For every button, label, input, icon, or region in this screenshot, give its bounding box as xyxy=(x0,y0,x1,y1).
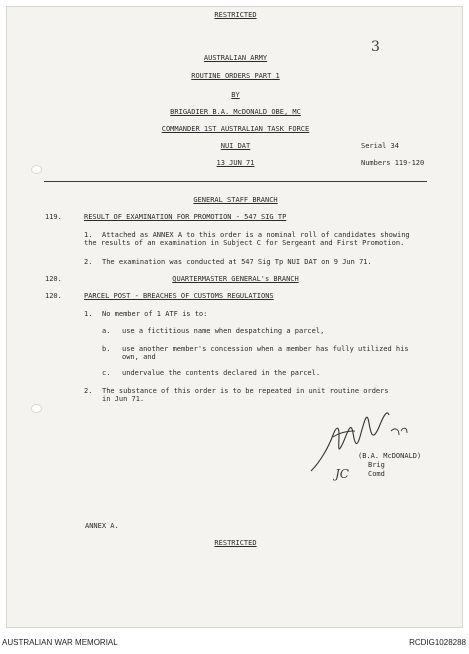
order-number-120: 120. xyxy=(45,292,62,300)
footer-source: AUSTRALIAN WAR MEMORIAL xyxy=(2,638,118,647)
signature-scrawl xyxy=(303,391,423,491)
subpara-letter: b. xyxy=(102,345,111,353)
para-number: 2. xyxy=(84,387,93,395)
serial-line: Serial 34 xyxy=(361,142,399,150)
orders-title: ROUTINE ORDERS PART 1 xyxy=(191,72,280,80)
subpara-text: undervalue the contents declared in the parcel. xyxy=(122,369,321,377)
date-line: 13 JUN 71 xyxy=(216,159,255,167)
para-text: the results of an examination in Subject C for Sergeant and First Promotion. xyxy=(84,239,405,247)
subpara-text: use another member's concession when a member has fully utilized his xyxy=(122,345,409,353)
signatory-name: (B.A. McDONALD) xyxy=(358,452,422,460)
punch-hole xyxy=(31,404,42,413)
section-heading-quartermaster: QUARTERMASTER GENERAL's BRANCH xyxy=(172,275,299,283)
para-text: No member of 1 ATF is to: xyxy=(102,310,208,318)
subpara-letter: c. xyxy=(102,369,111,377)
annex-label: ANNEX A. xyxy=(85,522,119,530)
para-text: The substance of this order is to be repeated in unit routine orders xyxy=(102,387,389,395)
order-number-119: 119. xyxy=(45,213,62,221)
para-text: Attached as ANNEX A to this order is a nominal roll of candidates showing xyxy=(102,231,410,239)
command-line: COMMANDER 1ST AUSTRALIAN TASK FORCE xyxy=(161,125,310,133)
document-page xyxy=(6,6,463,628)
by-line: BY xyxy=(231,91,240,99)
classification-top: RESTRICTED xyxy=(214,11,257,19)
header-rule xyxy=(44,181,427,182)
location-line: NUI DAT xyxy=(220,142,251,150)
section-heading-general-staff: GENERAL STAFF BRANCH xyxy=(193,196,278,204)
para-number: 1. xyxy=(84,310,93,318)
section-number-120: 120. xyxy=(45,275,62,283)
classification-bottom: RESTRICTED xyxy=(214,539,257,547)
footer-id: RCDIG1028288 xyxy=(409,638,466,647)
subpara-letter: a. xyxy=(102,327,111,335)
handwritten-page-number: 3 xyxy=(371,39,380,55)
subpara-text: own, and xyxy=(122,353,156,361)
subpara-text: use a fictitious name when despatching a parcel, xyxy=(122,327,325,335)
signatory-role: Comd xyxy=(368,470,385,478)
handwritten-initials: JC xyxy=(335,467,349,481)
author-line: BRIGADIER B.A. McDONALD OBE, MC xyxy=(170,108,301,116)
punch-hole xyxy=(31,165,42,174)
para-number: 1. xyxy=(84,231,93,239)
order-title-119: RESULT OF EXAMINATION FOR PROMOTION - 547 SIG TP xyxy=(84,213,287,221)
signatory-rank: Brig xyxy=(368,461,385,469)
numbers-line: Numbers 119-120 xyxy=(361,159,425,167)
org-line: AUSTRALIAN ARMY xyxy=(203,54,268,62)
para-text: The examination was conducted at 547 Sig Tp NUI DAT on 9 Jun 71. xyxy=(102,258,372,266)
order-title-120: PARCEL POST - BREACHES OF CUSTOMS REGULATIONS xyxy=(84,292,274,300)
para-text: in Jun 71. xyxy=(102,395,145,403)
para-number: 2. xyxy=(84,258,93,266)
